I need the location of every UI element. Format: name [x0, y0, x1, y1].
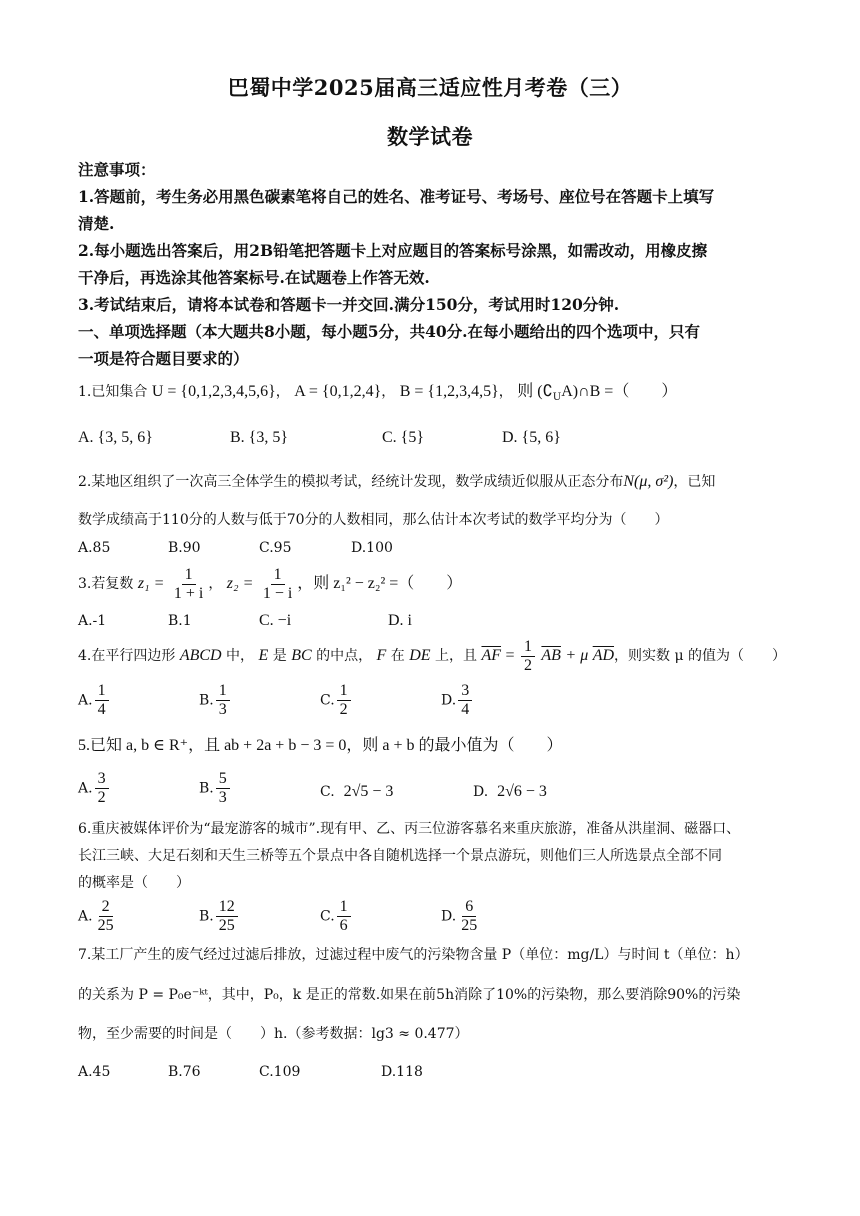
q4-bc: BC [291, 647, 312, 664]
q3-option-c: C. −i [259, 612, 292, 629]
exam-title: 巴蜀中学2025届高三适应性月考卷（三） [227, 75, 633, 100]
q1-set-a: A = {0,1,2,4} [294, 383, 382, 400]
q4-text-c: 是 [272, 648, 287, 664]
q3-z1: z₁ = [137, 575, 165, 592]
q6-option-b-num: 12 [216, 898, 238, 917]
q6-option-d [441, 898, 482, 935]
q5-option-a-label: A. [78, 780, 93, 797]
q5-option-b [199, 770, 232, 807]
q4-half-fraction [521, 638, 535, 675]
q2-tail: ，已知 [673, 474, 716, 490]
q3-z2-den: 1 − i [262, 584, 293, 602]
q4-vector-ab: $\overline{AB}$ [541, 647, 561, 664]
q4-option-b-fraction [216, 682, 230, 719]
q4-option-c [320, 682, 353, 719]
q7-option-b: B.76 [168, 1064, 201, 1080]
q5-option-a [78, 770, 111, 807]
q1-prefix: 1.已知集合 [78, 384, 148, 400]
q6-option-d-label: D. [441, 908, 457, 925]
q3-z1-den: 1 + i [173, 584, 204, 602]
q1-ask-sub: U [552, 391, 562, 403]
q4-option-a-fraction [95, 682, 109, 719]
section-heading-cont: 一项是符合题目要求的） [78, 349, 249, 368]
q1-set-b: B = {1,2,3,4,5} [399, 383, 499, 400]
q6-option-b-fraction [216, 898, 238, 935]
q6-option-b-label: B. [199, 908, 214, 925]
q7-option-c: C.109 [259, 1064, 301, 1080]
q4-text-a: 4.在平行四边形 [78, 648, 176, 664]
q4-option-c-num: 1 [337, 682, 351, 701]
q4-option-a-den: 4 [97, 701, 106, 718]
q6-option-a-den: 25 [97, 917, 114, 934]
q6-option-b [199, 898, 240, 935]
q5-option-b-fraction [216, 770, 230, 807]
q3-option-b: B.1 [168, 613, 192, 629]
question-6-line-2: 长江三峡、大足石刻和天生三桥等五个景点中各自随机选择一个景点游玩，则他们三人所选景点全部不同 [78, 848, 722, 864]
question-5: 5.已知 a, b ∈ R⁺，且 ab + 2a + b − 3 = 0，则 a + b 的最小值为（ ） [78, 737, 563, 754]
question-6-line-3: 的概率是（ ） [78, 875, 190, 891]
q2-distribution: N(μ, σ²) [623, 473, 674, 490]
question-2 [78, 472, 788, 492]
q4-e: E [258, 647, 269, 664]
exam-subtitle: 数学试卷 [387, 124, 473, 149]
question-6-line-1: 6.重庆被媒体评价为“最宠游客的城市”.现有甲、乙、丙三位游客慕名来重庆旅游，准备从洪崖洞、磁器口、 [78, 821, 741, 837]
q5-option-c [320, 782, 393, 802]
q4-text-f: 上，且 [435, 648, 478, 664]
q2-option-b: B.90 [168, 540, 201, 556]
q4-half-den: 2 [523, 656, 532, 674]
q5-option-a-fraction [95, 770, 109, 807]
q6-option-a-num: 2 [99, 898, 113, 917]
q5-option-b-num: 5 [216, 770, 230, 789]
notice-item-3: 3.考试结束后，请将本试卷和答题卡一并交回.满分150分，考试用时120分钟. [78, 295, 620, 314]
q2-option-d: D.100 [351, 540, 393, 556]
q3-z2: z₂ = [226, 575, 254, 592]
q6-option-a-label: A. [78, 908, 93, 925]
q2-line-2: 数学成绩高于110分的人数与低于70分的人数相同，那么估计本次考试的数学平均分为（ ） [78, 512, 669, 528]
q1-option-c: C. {5} [382, 429, 425, 446]
q4-option-a-label: A. [78, 692, 93, 709]
q5-option-b-den: 3 [218, 789, 227, 806]
q4-option-d-label: D. [441, 692, 457, 709]
q6-option-d-num: 6 [462, 898, 476, 917]
q3-ask: ，则 z₁² − z₂² =（ ） [297, 575, 463, 592]
q4-vector-af: $\overline{AF}$ [481, 647, 502, 664]
question-7-line-1: 7.某工厂产生的废气经过过滤后排放，过滤过程中废气的污染物含量 P（单位：mg/L）与时间 t（单位：h） [78, 947, 749, 963]
q4-f: F [376, 647, 387, 664]
notice-item-1-cont: 清楚. [78, 214, 115, 233]
q6-option-c-den: 6 [339, 917, 348, 934]
q4-option-c-fraction [337, 682, 351, 719]
question-1: 1.已知集合 U = {0,1,2,3,4,5,6}， A = {0,1,2,4}， B = {1,2,3,4,5}， 则 $(∁_UA)\cap B$ =（ ） [78, 383, 678, 403]
q6-option-c-fraction [337, 898, 351, 935]
q7-option-d: D.118 [381, 1064, 423, 1080]
q4-vector-ad: $\overline{AD}$ [592, 647, 615, 664]
q4-option-d-fraction [458, 682, 472, 719]
q4-option-b-num: 1 [216, 682, 230, 701]
q3-option-d: D. i [388, 612, 412, 629]
q5-option-b-label: B. [199, 780, 214, 797]
question-7-line-2: 的关系为 P = P₀e⁻ᵏᵗ，其中，P₀，k 是正的常数.如果在前5h消除了10%的污染物，那么要消除90%的污染 [78, 987, 741, 1003]
q5-option-d [473, 782, 547, 802]
q4-option-a [78, 682, 111, 719]
q3-option-a: A.-1 [78, 613, 107, 629]
notice-item-2-cont: 干净后，再选涂其他答案标号.在试题卷上作答无效. [78, 268, 430, 287]
q4-half-num: 1 [521, 638, 535, 657]
q6-option-d-fraction [458, 898, 480, 935]
q4-equals: = [505, 647, 515, 664]
q4-option-b-label: B. [199, 692, 214, 709]
q4-ask: ，则实数 μ 的值为（ ） [614, 648, 787, 664]
q4-plus-mu: + μ [565, 647, 589, 664]
q6-option-c [320, 898, 353, 935]
q4-text-b: 中， [226, 648, 255, 664]
q1-set-u: U = {0,1,2,3,4,5,6} [151, 383, 276, 400]
q5-option-d-label: D. [473, 784, 489, 800]
q4-de: DE [409, 647, 431, 664]
q3-z1-num: 1 [182, 566, 196, 585]
q4-abcd: ABCD [179, 647, 222, 664]
q7-option-a: A.45 [78, 1064, 111, 1080]
notice-item-2: 2.每小题选出答案后，用2B铅笔把答题卡上对应题目的答案标号涂黑，如需改动，用橡皮擦 [78, 241, 708, 260]
q5-option-a-num: 3 [95, 770, 109, 789]
q1-ask: 则 (∁ [517, 383, 553, 400]
q4-option-c-label: C. [320, 692, 335, 709]
q1-option-d: D. {5, 6} [502, 429, 561, 446]
q5-option-c-expr: 2√5 − 3 [343, 783, 394, 800]
section-heading: 一、单项选择题（本大题共8小题，每小题5分，共40分.在每小题给出的四个选项中，只有 [78, 322, 701, 341]
q4-option-b-den: 3 [218, 701, 227, 718]
question-7-line-3: 物，至少需要的时间是（ ）h.（参考数据：lg3 ≈ 0.477） [78, 1026, 469, 1042]
q4-option-a-num: 1 [95, 682, 109, 701]
q3-prefix: 3.若复数 [78, 576, 134, 592]
q4-option-b [199, 682, 232, 719]
q5-option-c-label: C. [320, 784, 335, 800]
q4-option-d-den: 4 [461, 701, 470, 718]
q4-text-e: 在 [390, 648, 405, 664]
q4-option-c-den: 2 [339, 701, 348, 718]
q6-option-c-num: 1 [337, 898, 351, 917]
q4-option-d [441, 682, 474, 719]
q3-z1-fraction [171, 566, 206, 603]
q6-option-b-den: 25 [218, 917, 235, 934]
q3-z2-num: 1 [271, 566, 285, 585]
notice-heading: 注意事项： [78, 160, 156, 179]
q6-option-c-label: C. [320, 908, 335, 925]
q6-option-a [78, 898, 119, 935]
q4-option-d-num: 3 [458, 682, 472, 701]
q2-option-a: A.85 [78, 540, 111, 556]
q2-line-1: 2.某地区组织了一次高三全体学生的模拟考试，经统计发现，数学成绩近似服从正态分布 [78, 474, 624, 490]
q4-text-d: 的中点， [316, 648, 373, 664]
notice-item-1: 1.答题前，考生务必用黑色碳素笔将自己的姓名、准考证号、考场号、座位号在答题卡上填写 [78, 187, 715, 206]
question-3: 3.若复数 z₁ = $\frac{1}{1 + i}$ ， z₂ = $\frac{1}{1 - i}$ ，则 z₁² − z₂² =（ ） [78, 565, 463, 602]
q5-option-d-expr: 2√6 − 3 [497, 783, 547, 800]
q3-z2-fraction [260, 566, 295, 603]
q2-option-c: C.95 [259, 540, 292, 556]
q1-ask-end: A)∩B =（ ） [561, 383, 678, 400]
q6-option-d-den: 25 [461, 917, 478, 934]
q1-option-b: B. {3, 5} [230, 429, 289, 446]
q6-option-a-fraction [95, 898, 117, 935]
question-4 [78, 636, 788, 676]
q5-option-a-den: 2 [97, 789, 106, 806]
q1-option-a: A. {3, 5, 6} [78, 429, 153, 446]
